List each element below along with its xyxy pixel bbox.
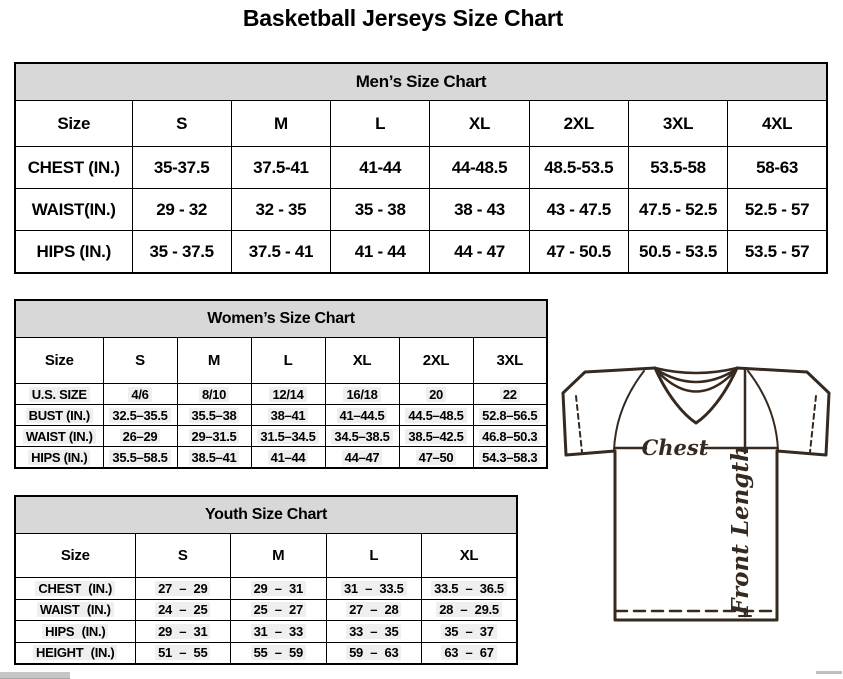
cell: 47.5 - 52.5 (628, 189, 727, 231)
youth-chest-row (15, 578, 517, 600)
row-label: WAIST (IN.) (15, 599, 135, 621)
mens-col-2xl: 2XL (529, 101, 628, 147)
cell: 29–31.5 (177, 426, 251, 447)
mens-col-s: S (132, 101, 231, 147)
cell: 51 – 55 (135, 642, 231, 664)
cell: 37.5-41 (231, 147, 330, 189)
womens-col-s: S (103, 338, 177, 384)
cell: 29 - 32 (132, 189, 231, 231)
cell: 48.5-53.5 (529, 147, 628, 189)
cell: 35.5–58.5 (103, 447, 177, 469)
cell: 35-37.5 (132, 147, 231, 189)
cell: 37.5 - 41 (231, 231, 330, 274)
mens-col-4xl: 4XL (728, 101, 827, 147)
cell: 38 - 43 (430, 189, 529, 231)
youth-col-xl: XL (422, 534, 518, 578)
row-label: HIPS (IN.) (15, 447, 103, 469)
mens-col-3xl: 3XL (628, 101, 727, 147)
cell: 47 - 50.5 (529, 231, 628, 274)
cell: 29 – 31 (135, 621, 231, 643)
youth-col-size: Size (15, 534, 135, 578)
cell: 24 – 25 (135, 599, 231, 621)
row-label: WAIST(IN.) (15, 189, 132, 231)
cell: 58-63 (728, 147, 827, 189)
cell: 59 – 63 (326, 642, 422, 664)
mens-table-header: Men’s Size Chart (15, 63, 827, 101)
cell: 44-48.5 (430, 147, 529, 189)
youth-col-m: M (231, 534, 327, 578)
cell: 52.8–56.5 (473, 405, 547, 426)
womens-col-xl: XL (325, 338, 399, 384)
cell: 28 – 29.5 (422, 599, 518, 621)
cell: 55 – 59 (231, 642, 327, 664)
womens-col-size: Size (15, 338, 103, 384)
row-label: CHEST (IN.) (15, 147, 132, 189)
cell: 38–41 (251, 405, 325, 426)
cell: 31 – 33.5 (326, 578, 422, 600)
row-label: HEIGHT (IN.) (15, 642, 135, 664)
cell: 35 - 37.5 (132, 231, 231, 274)
row-label: WAIST (IN.) (15, 426, 103, 447)
row-label: U.S. SIZE (15, 384, 103, 405)
cell: 46.8–50.3 (473, 426, 547, 447)
womens-col-2xl: 2XL (399, 338, 473, 384)
youth-col-s: S (135, 534, 231, 578)
cell: 38.5–41 (177, 447, 251, 469)
cell: 32 - 35 (231, 189, 330, 231)
cell: 35.5–38 (177, 405, 251, 426)
cell: 54.3–58.3 (473, 447, 547, 469)
cell: 22 (473, 384, 547, 405)
cell: 25 – 27 (231, 599, 327, 621)
horizontal-scrollbar-thumb[interactable] (0, 672, 70, 679)
womens-hips-row (15, 447, 547, 469)
cell: 44 - 47 (430, 231, 529, 274)
left-armhole-seam (614, 371, 644, 450)
cell: 20 (399, 384, 473, 405)
cell: 44–47 (325, 447, 399, 469)
mens-col-m: M (231, 101, 330, 147)
cell: 4/6 (103, 384, 177, 405)
cell: 41–44 (251, 447, 325, 469)
mens-hips-row (15, 231, 827, 274)
cell: 38.5–42.5 (399, 426, 473, 447)
cell: 52.5 - 57 (728, 189, 827, 231)
mens-col-l: L (331, 101, 430, 147)
horizontal-scrollbar-fragment[interactable] (816, 671, 842, 674)
youth-col-l: L (326, 534, 422, 578)
jersey-measurement-diagram (558, 362, 840, 624)
cell: 44.5–48.5 (399, 405, 473, 426)
row-label: CHEST (IN.) (15, 578, 135, 600)
cell: 53.5-58 (628, 147, 727, 189)
womens-waist-row (15, 426, 547, 447)
youth-waist-row (15, 599, 517, 621)
cell: 31 – 33 (231, 621, 327, 643)
cell: 43 - 47.5 (529, 189, 628, 231)
cell: 12/14 (251, 384, 325, 405)
cell: 35 – 37 (422, 621, 518, 643)
cell: 53.5 - 57 (728, 231, 827, 274)
row-label: HIPS (IN.) (15, 231, 132, 274)
mens-column-header-row (15, 101, 827, 147)
collar-top-line (655, 368, 737, 373)
cell: 26–29 (103, 426, 177, 447)
mens-col-size: Size (15, 101, 132, 147)
chest-label: Chest (641, 435, 709, 460)
youth-hips-row (15, 621, 517, 643)
cell: 41-44 (331, 147, 430, 189)
youth-column-header-row (15, 534, 517, 578)
right-armhole-seam (748, 371, 778, 450)
youth-table-header: Youth Size Chart (15, 496, 517, 534)
cell: 31.5–34.5 (251, 426, 325, 447)
womens-bust-row (15, 405, 547, 426)
youth-size-table (14, 495, 518, 665)
cell: 29 – 31 (231, 578, 327, 600)
front-length-label: Front Length (727, 445, 754, 615)
cell: 41–44.5 (325, 405, 399, 426)
mens-col-xl: XL (430, 101, 529, 147)
page-title: Basketball Jerseys Size Chart (242, 5, 564, 31)
cell: 35 - 38 (331, 189, 430, 231)
cell: 32.5–35.5 (103, 405, 177, 426)
cell: 47–50 (399, 447, 473, 469)
womens-table-header: Women’s Size Chart (15, 300, 547, 338)
cell: 27 – 28 (326, 599, 422, 621)
left-cuff-dashed-line (576, 396, 582, 452)
cell: 50.5 - 53.5 (628, 231, 727, 274)
womens-size-table (14, 299, 548, 469)
mens-chest-row (15, 147, 827, 189)
cell: 33.5 – 36.5 (422, 578, 518, 600)
right-cuff-dashed-line (810, 396, 816, 452)
row-label: BUST (IN.) (15, 405, 103, 426)
womens-col-m: M (177, 338, 251, 384)
cell: 63 – 67 (422, 642, 518, 664)
cell: 27 – 29 (135, 578, 231, 600)
cell: 16/18 (325, 384, 399, 405)
youth-height-row (15, 642, 517, 664)
cell: 34.5–38.5 (325, 426, 399, 447)
mens-size-table (14, 62, 828, 274)
womens-column-header-row (15, 338, 547, 384)
cell: 33 – 35 (326, 621, 422, 643)
cell: 8/10 (177, 384, 251, 405)
womens-col-l: L (251, 338, 325, 384)
jersey-outline (563, 368, 829, 620)
cell: 41 - 44 (331, 231, 430, 274)
womens-us-size-row (15, 384, 547, 405)
womens-col-3xl: 3XL (473, 338, 547, 384)
mens-waist-row (15, 189, 827, 231)
row-label: HIPS (IN.) (15, 621, 135, 643)
